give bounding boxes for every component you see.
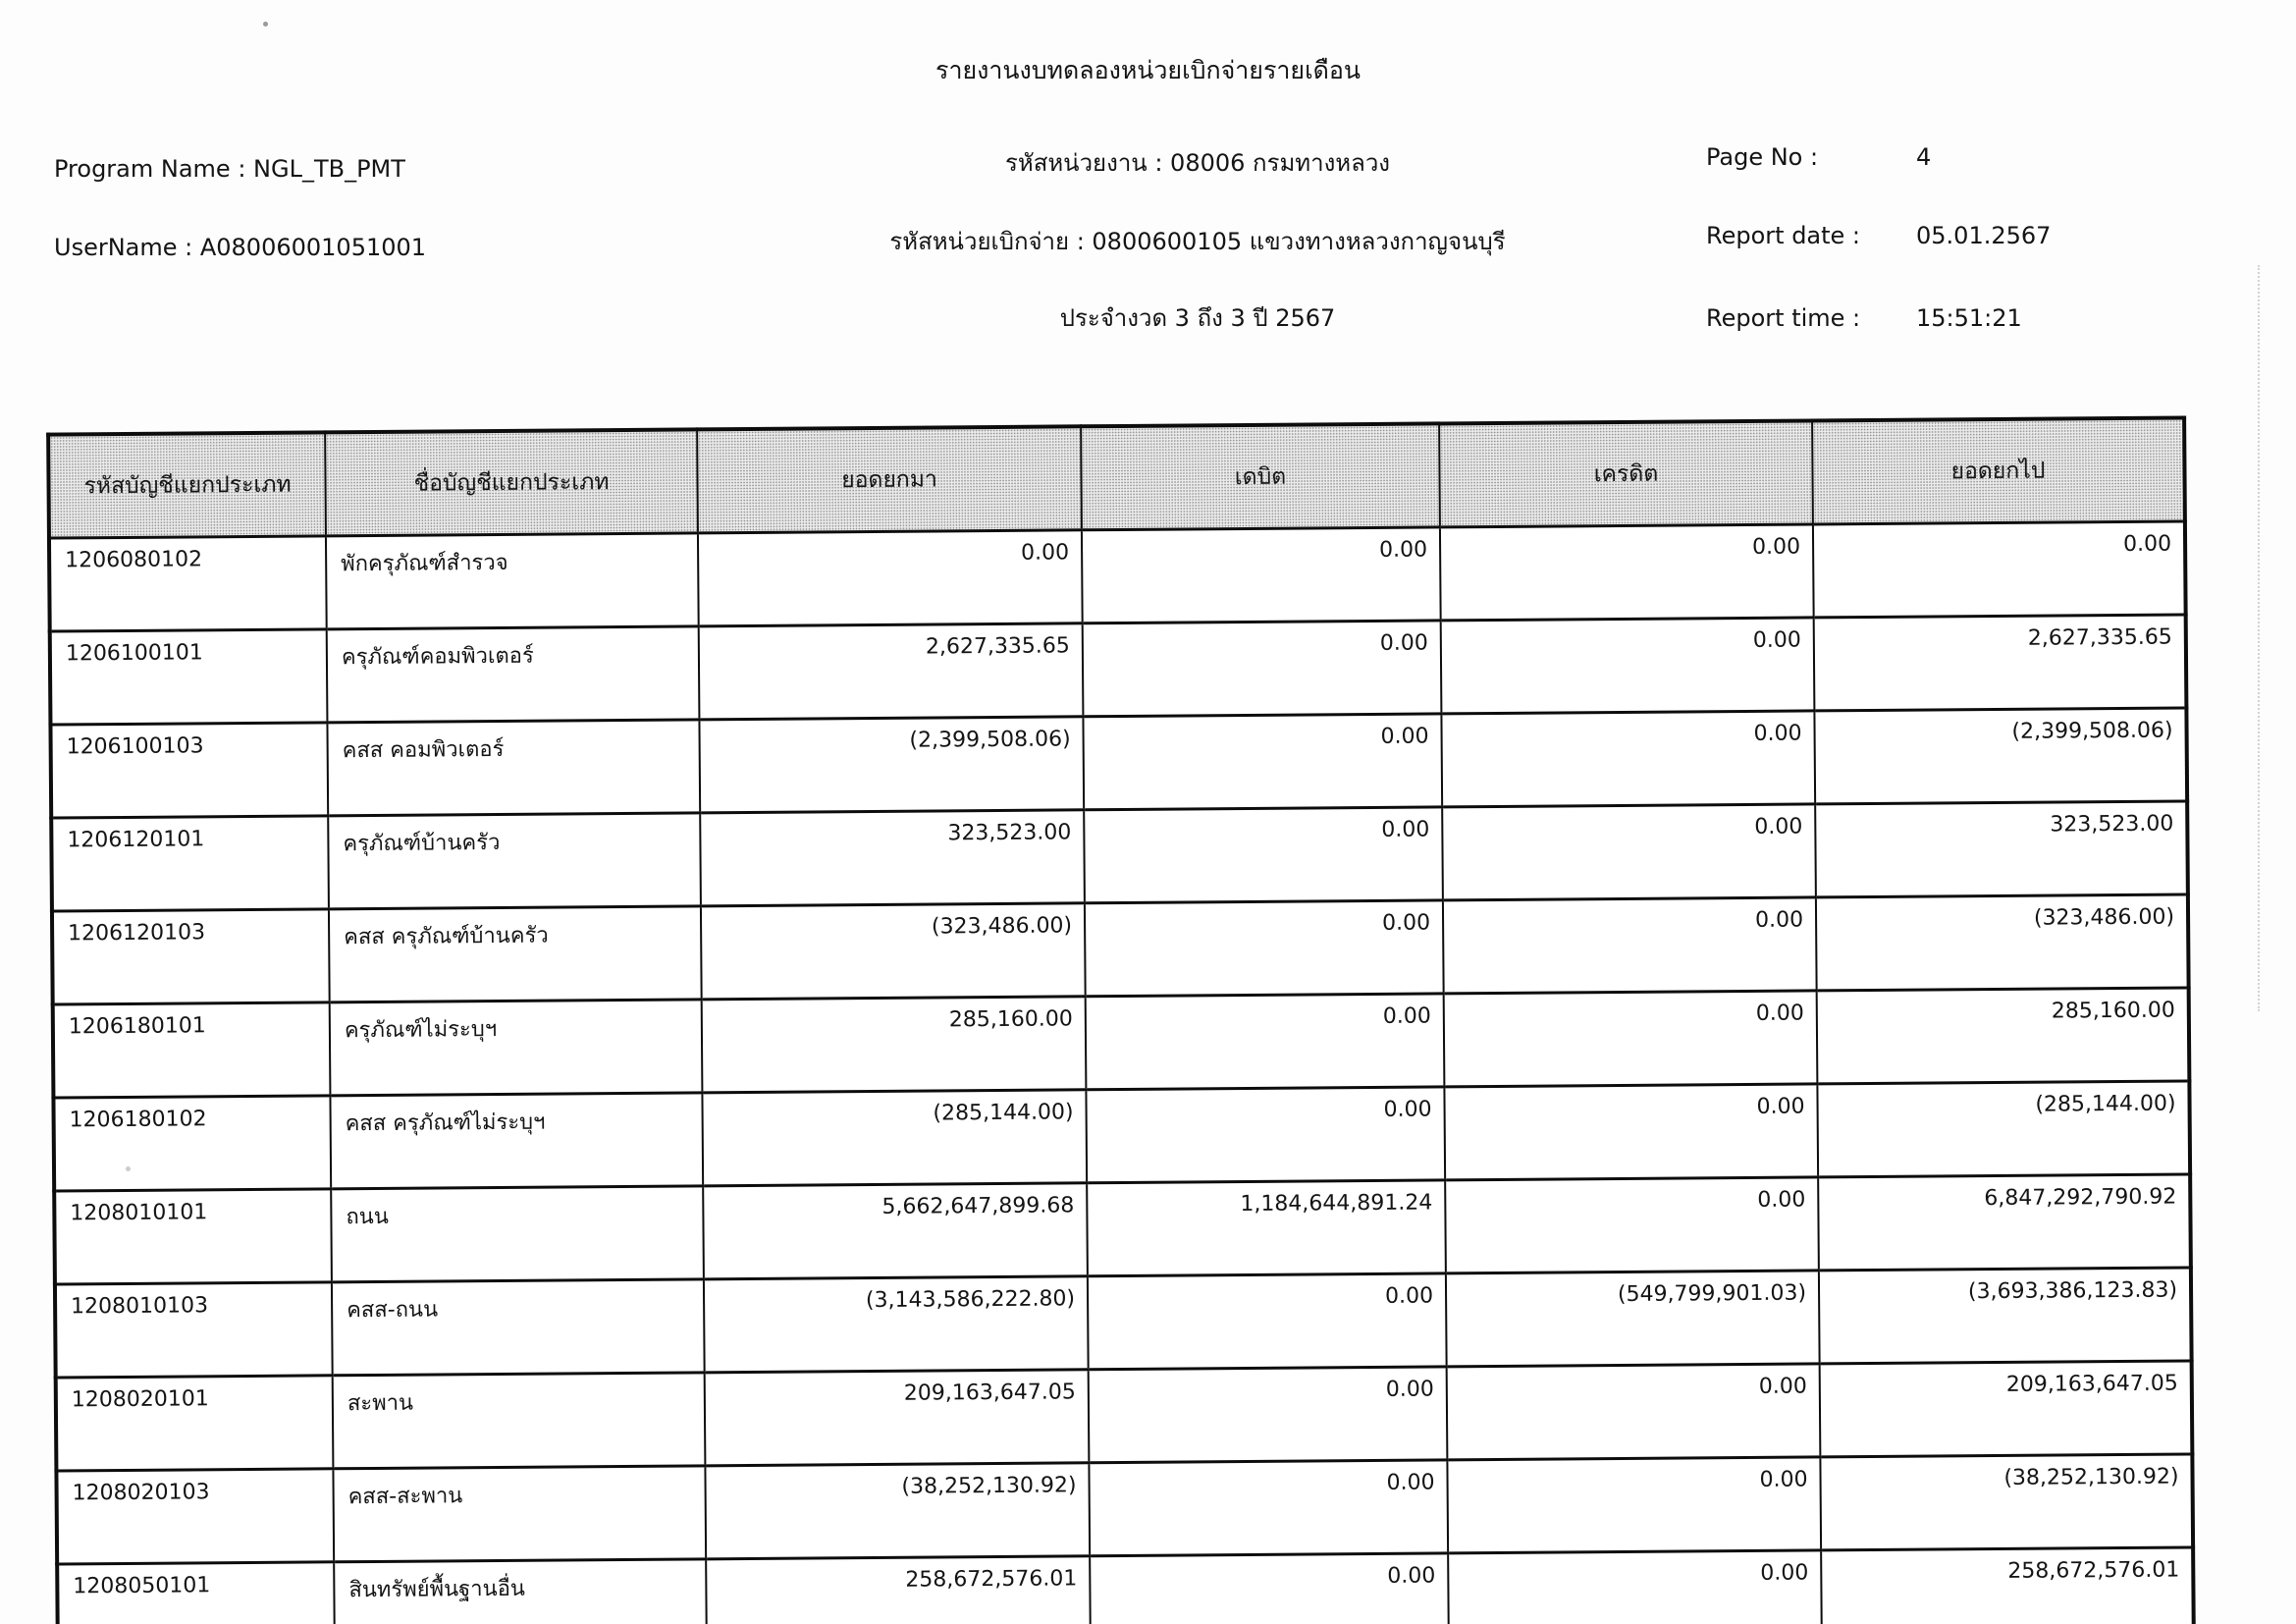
table-header-row bbox=[48, 417, 2185, 538]
balance-bf-cell: (285,144.00) bbox=[702, 1090, 1087, 1186]
table-header bbox=[48, 417, 2185, 538]
credit-cell: (549,799,901.03) bbox=[1446, 1271, 1820, 1367]
debit-cell: 0.00 bbox=[1088, 1273, 1447, 1370]
table-row bbox=[50, 708, 2187, 818]
table-row bbox=[52, 894, 2189, 1004]
debit-cell: 0.00 bbox=[1089, 1460, 1448, 1556]
debit-cell: 0.00 bbox=[1089, 1367, 1448, 1463]
balance-cf-cell: (285,144.00) bbox=[1817, 1081, 2190, 1177]
table-row bbox=[49, 521, 2186, 631]
balance-bf-cell: 5,662,647,899.68 bbox=[703, 1183, 1088, 1279]
column-header-4: เครดิต bbox=[1439, 420, 1813, 526]
scan-artifact-dotted-line bbox=[2258, 265, 2260, 1011]
report-time-label: Report time : bbox=[1706, 304, 1861, 332]
account-code-cell: 1208020103 bbox=[56, 1469, 334, 1564]
balance-bf-cell: 2,627,335.65 bbox=[699, 623, 1084, 720]
column-header-3: เดบิต bbox=[1081, 423, 1440, 529]
account-name-cell: คสส-ถนน bbox=[332, 1279, 705, 1376]
scan-artifact-dot bbox=[263, 22, 268, 27]
balance-cf-cell: 0.00 bbox=[1813, 521, 2186, 618]
balance-cf-cell: (323,486.00) bbox=[1816, 894, 2189, 991]
table-row bbox=[53, 988, 2190, 1098]
balance-bf-cell: (323,486.00) bbox=[701, 903, 1086, 1000]
report-time-value: 15:51:21 bbox=[1916, 304, 2022, 332]
credit-cell: 0.00 bbox=[1440, 524, 1814, 621]
credit-cell: 0.00 bbox=[1448, 1550, 1822, 1624]
account-code-cell: 1206120101 bbox=[51, 816, 329, 911]
balance-cf-cell: (38,252,130.92) bbox=[1820, 1454, 2193, 1550]
credit-cell: 0.00 bbox=[1441, 711, 1815, 807]
balance-cf-cell: 6,847,292,790.92 bbox=[1818, 1174, 2191, 1271]
report-date-value: 05.01.2567 bbox=[1916, 222, 2052, 249]
balance-cf-cell: (2,399,508.06) bbox=[1814, 708, 2187, 804]
account-name-cell: สินทรัพย์พื้นฐานอื่น bbox=[334, 1559, 707, 1624]
account-name-cell: ครุภัณฑ์บ้านครัว bbox=[328, 813, 701, 909]
account-code-cell: 1206180101 bbox=[53, 1002, 331, 1098]
debit-cell: 1,184,644,891.24 bbox=[1087, 1180, 1446, 1276]
column-header-1: ชื่อบัญชีแยกประเภท bbox=[325, 429, 698, 535]
table-row bbox=[55, 1268, 2192, 1378]
credit-cell: 0.00 bbox=[1441, 618, 1815, 714]
balance-bf-cell: 0.00 bbox=[698, 530, 1083, 626]
table-row bbox=[53, 1081, 2190, 1191]
credit-cell: 0.00 bbox=[1447, 1457, 1821, 1553]
period-line: ประจำงวด 3 ถึง 3 ปี 2567 bbox=[1059, 304, 1336, 332]
debit-cell: 0.00 bbox=[1083, 714, 1442, 810]
balance-bf-cell: 258,672,576.01 bbox=[706, 1556, 1091, 1624]
table-row bbox=[51, 801, 2188, 911]
balance-bf-cell: (38,252,130.92) bbox=[705, 1463, 1090, 1559]
account-code-cell: 1208020101 bbox=[56, 1376, 334, 1471]
balance-bf-cell: 285,160.00 bbox=[702, 997, 1087, 1093]
credit-cell: 0.00 bbox=[1443, 897, 1817, 994]
account-name-cell: ครุภัณฑ์ไม่ระบุฯ bbox=[330, 1000, 703, 1096]
table-body bbox=[49, 521, 2194, 1624]
username-line: UserName : A08006001051001 bbox=[54, 234, 427, 261]
account-name-cell: คสส-สะพาน bbox=[333, 1466, 706, 1562]
debit-cell: 0.00 bbox=[1082, 527, 1441, 623]
column-header-2: ยอดยกมา bbox=[697, 426, 1082, 533]
debit-cell: 0.00 bbox=[1084, 807, 1443, 903]
program-name-line: Program Name : NGL_TB_PMT bbox=[54, 155, 405, 183]
report-title: รายงานงบทดลองหน่วยเบิกจ่ายรายเดือน bbox=[935, 56, 1361, 84]
scan-artifact-dot bbox=[126, 1166, 131, 1171]
table-row bbox=[54, 1174, 2191, 1284]
debit-cell: 0.00 bbox=[1085, 900, 1444, 997]
balance-bf-cell: (2,399,508.06) bbox=[699, 717, 1084, 813]
account-name-cell: ถนน bbox=[331, 1186, 704, 1282]
balance-cf-cell: 285,160.00 bbox=[1817, 988, 2190, 1084]
table-row bbox=[56, 1361, 2193, 1471]
balance-cf-cell: 2,627,335.65 bbox=[1814, 615, 2187, 711]
account-name-cell: พักครุภัณฑ์สำรวจ bbox=[326, 533, 699, 629]
balance-bf-cell: 323,523.00 bbox=[700, 810, 1085, 906]
account-name-cell: คสส ครุภัณฑ์ไม่ระบุฯ bbox=[330, 1093, 703, 1189]
balance-cf-cell: 258,672,576.01 bbox=[1821, 1547, 2194, 1624]
table-row bbox=[50, 615, 2187, 725]
credit-cell: 0.00 bbox=[1442, 804, 1816, 900]
account-code-cell: 1208010101 bbox=[54, 1189, 332, 1284]
account-code-cell: 1208010103 bbox=[55, 1282, 333, 1378]
debit-cell: 0.00 bbox=[1090, 1553, 1449, 1624]
trial-balance-table bbox=[46, 415, 2196, 1624]
account-name-cell: ครุภัณฑ์คอมพิวเตอร์ bbox=[327, 626, 700, 723]
credit-cell: 0.00 bbox=[1444, 1084, 1818, 1180]
debit-cell: 0.00 bbox=[1083, 621, 1442, 717]
account-code-cell: 1208050101 bbox=[57, 1562, 335, 1624]
page-no-value: 4 bbox=[1916, 143, 1932, 171]
column-header-0: รหัสบัญชีแยกประเภท bbox=[48, 432, 326, 538]
trial-balance-table-wrapper bbox=[46, 415, 2196, 1624]
balance-bf-cell: 209,163,647.05 bbox=[705, 1370, 1090, 1466]
balance-cf-cell: 323,523.00 bbox=[1815, 801, 2188, 897]
balance-cf-cell: 209,163,647.05 bbox=[1820, 1361, 2193, 1457]
balance-cf-cell: (3,693,386,123.83) bbox=[1819, 1268, 2192, 1364]
account-name-cell: คสส ครุภัณฑ์บ้านครัว bbox=[329, 906, 702, 1002]
credit-cell: 0.00 bbox=[1444, 991, 1818, 1087]
account-code-cell: 1206080102 bbox=[49, 536, 327, 631]
debit-cell: 0.00 bbox=[1086, 1087, 1445, 1183]
column-header-5: ยอดยกไป bbox=[1812, 417, 2185, 523]
account-code-cell: 1206180102 bbox=[53, 1096, 331, 1191]
account-code-cell: 1206100103 bbox=[50, 723, 328, 818]
credit-cell: 0.00 bbox=[1445, 1177, 1819, 1273]
table-row bbox=[56, 1454, 2193, 1564]
debit-cell: 0.00 bbox=[1086, 994, 1445, 1090]
account-name-cell: สะพาน bbox=[333, 1373, 706, 1469]
account-name-cell: คสส คอมพิวเตอร์ bbox=[327, 720, 700, 816]
account-code-cell: 1206100101 bbox=[50, 629, 328, 725]
page-no-label: Page No : bbox=[1706, 143, 1819, 171]
report-date-label: Report date : bbox=[1706, 222, 1861, 249]
account-code-cell: 1206120103 bbox=[52, 909, 330, 1004]
agency-code-line: รหัสหน่วยงาน : 08006 กรมทางหลวง bbox=[1004, 149, 1391, 177]
disbursement-code-line: รหัสหน่วยเบิกจ่าย : 0800600105 แขวงทางหลวงกาญจนบุรี bbox=[889, 228, 1506, 255]
credit-cell: 0.00 bbox=[1447, 1364, 1821, 1460]
balance-bf-cell: (3,143,586,222.80) bbox=[704, 1276, 1089, 1373]
